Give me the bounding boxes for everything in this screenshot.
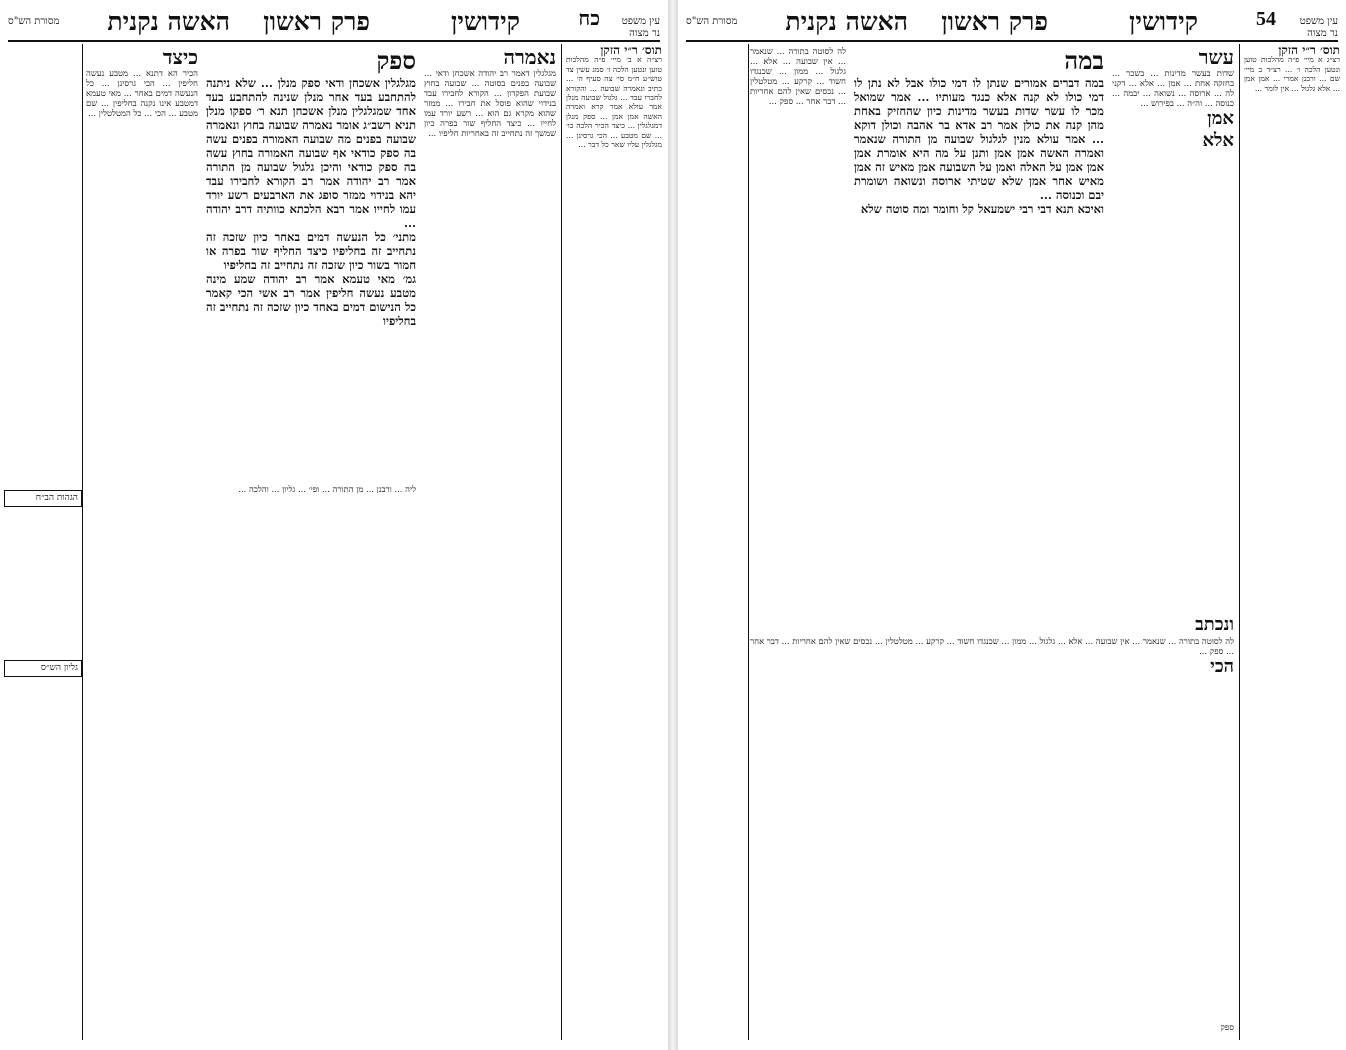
left-masoret-label: מסורת הש"ס <box>8 16 60 27</box>
left-page-header <box>8 6 660 42</box>
left-page <box>0 0 668 1050</box>
left-chapter-name: האשה נקנית <box>107 7 230 36</box>
right-bottom-catchword <box>1174 1022 1234 1038</box>
right-lower-second-heading: הכי <box>1210 656 1234 677</box>
left-rashi-heading: נאמרה <box>503 46 556 69</box>
right-chapter-number: פרק ראשון <box>941 7 1048 36</box>
right-header-margin-label-2: נר מצוה <box>1307 28 1338 39</box>
left-rashi-column <box>424 46 556 1040</box>
right-catchword-text: ספק <box>1220 1022 1234 1032</box>
right-inner-rule <box>748 44 749 1040</box>
left-gemara-body: מגלגלין אשכחן ודאי ספק מנלן ... שלא ניתנה להתחבע בעד אחר מנלן שנינה להתחבע בעד אחד שמגלגלין מנלן אשכחן תנא ר׳ ספקו מנלן תניא רשב״ג אומר נאמרה שבועה בחוץ ונאמרה שבועה בפנים מה שבועה האמורה בפנים עשה בה ספק כודאי אף שבועה האמורה בחוץ עשה בה ספק כודאי והיכן גלגול שבועה מן התורה אמר רב יהודה אמר רב הקורא לחבירו עבד יהא בנידוי ממזר סופג את הארבעים רשע יורד עמו לחייו אמר רבא הלכתא כוותיה דרב יהודה ... <box>206 76 416 230</box>
right-gemara-block <box>854 46 1104 606</box>
left-gemara-opening-word: ספק <box>376 46 416 75</box>
left-margin-rule <box>561 44 562 1040</box>
right-margin-heading: תוס׳ ר״י הזקן <box>1278 46 1340 57</box>
left-header-margin-label-2: נר מצוה <box>629 28 660 39</box>
right-page-header <box>686 6 1338 42</box>
left-daf-number: כח <box>578 8 600 30</box>
right-header-margin-label: עין משפט <box>1299 16 1338 27</box>
left-tractate-title: קידושין <box>451 7 520 36</box>
left-gemara-text: מאי טעמא אמר רב יהודה שמע מינה מטבע נעשה חליפין אמר רב אשי הכי קאמר כל הנישום דמים באחד כיון שזכה זה נתחייב זה בחליפיו <box>206 272 416 328</box>
right-chapter-name: האשה נקנית <box>785 7 908 36</box>
right-rashi-heading: עשר <box>1198 46 1234 69</box>
right-lower-heading: ונכתב <box>1195 614 1234 635</box>
right-masoret-label: מסורת הש"ס <box>686 16 738 27</box>
right-page-number: 54 <box>1256 8 1276 30</box>
left-margin-heading: תוס׳ ר״י הזקן <box>600 46 662 57</box>
right-tosafot-text: לה לסוטה בתורה ... שנאמר ... אין שבועה ... אלא ... גלגול ... ממון ... שכנגדו חשוד ... קרקע ... מטלטלין ... נכסים שאין להם אחריות ... דבר אחר ... ספק ... <box>750 46 846 106</box>
right-margin-text: רצ״ג א מיי׳ פ״ה מהלכות טוען ונטען הלכה ו׳ ... רצ״ד ב מיי׳ שם ... ורבנן אמרי ... אמן אמן ... אלא גלגול ... אין לומר ... <box>1244 55 1340 93</box>
right-rashi-text: שדות בעשר מדינות ... בשכר ... בחזקה אחת ... אמן ... אלא ... דקני לה ... ארוסה ... נשואה ... יבמה ... כנוסה ... וה״ה ... בפירוש ... <box>1112 68 1234 108</box>
right-gemara-note: ואיכא תנא דבי רבי ישמעאל קל וחומר ומה סוטה שלא <box>860 202 1104 216</box>
right-tractate-title: קידושין <box>1129 7 1198 36</box>
right-margin-column <box>1244 46 1340 1046</box>
right-rashi-column <box>1112 46 1234 566</box>
left-chapter-number: פרק ראשון <box>263 7 370 36</box>
book-gutter <box>668 0 678 1050</box>
right-rashi-third-heading: אלא <box>1202 130 1234 151</box>
left-mishna-text: כל הנעשה דמים באחר כיון שזכה זה נתחייב זה בחליפיו כיצד החליף שור בפרה או חמור בשור כיון שזכה זה נתחייב זה בחליפיו <box>206 230 416 272</box>
right-gemara-body: במה דברים אמורים שנתן לו דמי כולו אבל לא נתן לו דמי כולו לא קנה אלא כנגד מעותיו ... אמר שמואל מכר לו עשר שדות בעשר מדינות כיון שהחזיק באחת מהן קנה את כולן אמר רב אדא בר אהבה וכולן דוקא ... אמר עולא מנין לגלגול שבועה מן התורה שנאמר ואמרה האשה אמן אמן ותנן על מה היא אומרת אמן אמן אמן על האלה ואמן על השבועה אמן מאיש זה אמן מאיש אחר אמן שלא שטיתי ארוסה ונשואה ושומרת יבם וכנוסה ... <box>854 76 1104 202</box>
right-page <box>678 0 1346 1050</box>
right-gemara-opening-word: במה <box>1064 46 1104 75</box>
left-tosafot-column <box>86 46 198 1040</box>
left-tosafot-heading: כיצד <box>162 46 198 69</box>
right-tosafot-column <box>750 46 846 606</box>
right-lower-commentary <box>750 614 1234 1014</box>
left-gemara-block <box>206 46 416 476</box>
left-margin-text: רצ״ה א ב׳ מיי׳ פ״ה מהלכות טוען ונטען הלכה ז׳ סמג עשין צד טוש״ע ח״מ סי׳ צה סעיף ה׳ ... כתיב ונאמרה שבועה ... והקורא לחברו עבד ... גלגול שבועה מנלן אמר עולא אמר קרא ואמרה האשה אמן אמן ... ספק מנלן דמגלגלין ... כיצד הכיר הלכה כו׳ ... שם מטבע ... הכי גרסינן ... מגלגלין עליו שאר כל דבר ... <box>566 55 662 150</box>
left-lower-notes: ליה ... ורבנן ... מן התורה ... ופי׳ ... גליון ... והלכה ... <box>238 484 416 494</box>
left-inner-rule <box>82 44 83 1040</box>
right-lower-text: לה לסוטה בתורה ... שנאמר ... אין שבועה ... אלא ... גלגול ... ממון ... שכנגדו חשוד ... קרקע ... מטלטלין ... נכסים שאין להם אחריות ... דבר אחר ... ספק ... <box>750 636 1234 656</box>
right-margin-rule <box>1239 44 1240 1040</box>
left-gilyon-label: גליון הש״ס <box>4 660 82 677</box>
left-mishna-label: מתני׳ <box>392 230 416 244</box>
right-rashi-second-heading: אמן <box>1207 108 1234 129</box>
left-gemara-label: גמ׳ <box>402 272 416 286</box>
left-hagahot-label: הגהות הב״ח <box>4 490 82 507</box>
left-tosafot-text: הכיר הא דתנא ... מטבע נעשה חליפין ... הכי גרסינן ... כל הנעשה דמים באחר ... מאי טעמא דמטבע אינו נקנה בחליפין ... שם מטבע ... הכי ... כל המטלטלין ... <box>86 68 198 118</box>
left-rashi-text: מגלגלין דאמר רב יהודה אשכחן ודאי ... שבועה בפנים בסוטה ... שבועה בחוץ שבועת הפקדון ... הקורא לחבירו עבד בנידוי שהוא פוסל את חבירו ... ממזר שהוא מקרא גם הוא ... רשע יורד עמו לחייו ... כיצד החליף שור בפרה כיון שמשך זה נתחייב זה באחריות חליפיו ... <box>424 68 556 138</box>
left-header-margin-label: עין משפט <box>621 16 660 27</box>
left-margin-column <box>566 46 662 1046</box>
left-commentary-lower <box>206 484 416 1040</box>
